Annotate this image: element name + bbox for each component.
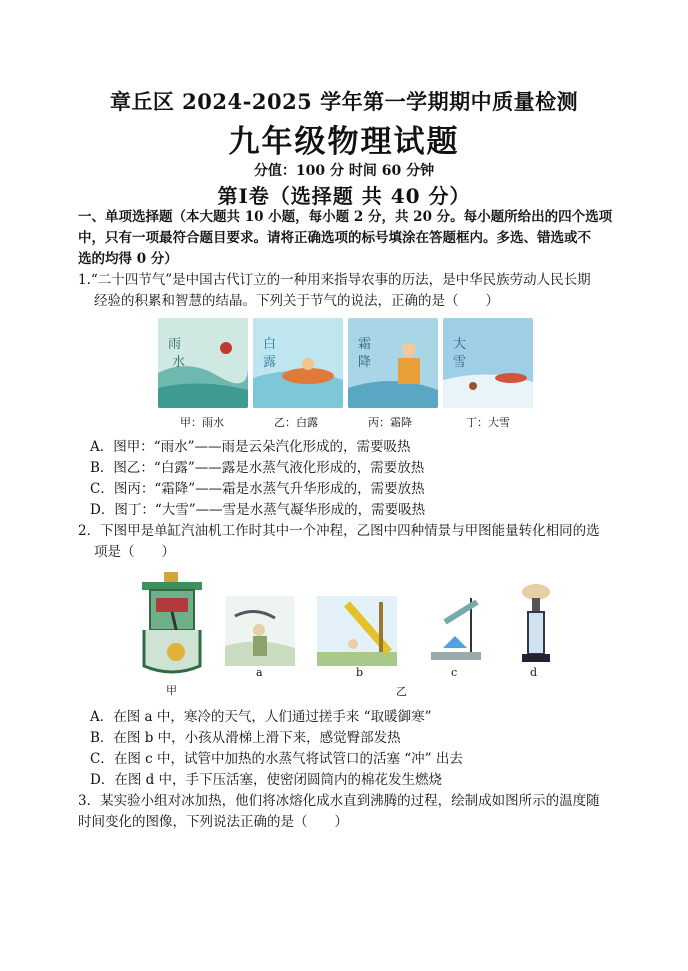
q1-caption: 甲：雨水: [180, 416, 224, 429]
figure-label-b: b: [356, 666, 364, 679]
figure-a-rubbing-hands: [225, 596, 295, 666]
q1-option-b: B．图乙：“白露”——露是水蒸气液化形成的，需要放热: [90, 460, 425, 476]
q2-stem-line2: 项是（ ）: [94, 544, 175, 560]
q1-option-a: A．图甲：“雨水”——雨是云朵汽化形成的，需要吸热: [90, 439, 411, 455]
q1-image-char: 白: [263, 337, 277, 352]
q1-image-char: 大: [453, 337, 467, 352]
q1-image-char: 雪: [453, 355, 467, 370]
q1-caption: 乙：白露: [274, 416, 318, 429]
figure-label-d: d: [530, 666, 538, 679]
q2-option-b: B．在图 b 中，小孩从滑梯上滑下来，感觉臀部发热: [90, 730, 401, 746]
q1-image-char: 降: [358, 355, 372, 370]
q3-stem-line2: 时间变化的图像，下列说法正确的是（ ）: [78, 814, 348, 830]
q1-image-bailu: [253, 318, 343, 408]
section-instructions-line3: 选的均得 0 分）: [78, 251, 178, 267]
q3-stem-line1: 3．某实验小组对冰加热，他们将冰熔化成水直到沸腾的过程，绘制成如图所示的温度随: [78, 793, 600, 809]
q1-caption: 丁：大雪: [466, 416, 510, 429]
section-instructions-line2: 中，只有一项最符合题目要求。请将正确选项的标号填涂在答题框内。多选、错选或不: [78, 230, 591, 246]
q1-image-char: 水: [172, 355, 186, 370]
q1-image-daxue: [443, 318, 533, 408]
q1-stem-line2: 经验的积累和智慧的结晶。下列关于节气的说法，正确的是（ ）: [94, 293, 499, 309]
q1-image-char: 露: [263, 355, 277, 370]
q1-image-shuangjiang: [348, 318, 438, 408]
q1-option-c: C．图丙：“霜降”——霜是水蒸气升华形成的，需要放热: [90, 481, 425, 497]
q2-option-d: D．在图 d 中，手下压活塞，使密闭圆筒内的棉花发生燃烧: [90, 772, 443, 788]
q2-option-c: C．在图 c 中，试管中加热的水蒸气将试管口的活塞 “冲” 出去: [90, 751, 463, 767]
q1-image-char: 霜: [358, 337, 372, 352]
q1-stem-line1: 1.“二十四节气”是中国古代订立的一种用来指导农事的历法，是中华民族劳动人民长期: [78, 272, 591, 288]
q1-caption: 丙：霜降: [368, 416, 412, 429]
figure-label-jia: 甲: [166, 684, 177, 697]
figure-c-test-tube: [425, 592, 485, 666]
q1-option-d: D．图丁：“大雪”——雪是水蒸气凝华形成的，需要吸热: [90, 502, 426, 518]
figure-label-a: a: [256, 666, 263, 679]
q1-image-yushui: [158, 318, 248, 408]
q2-stem-line1: 2．下图甲是单缸汽油机工作时其中一个冲程，乙图中四种情景与甲图能量转化相同的选: [78, 523, 600, 539]
part-heading: 第Ⅰ卷（选择题 共 40 分）: [217, 184, 471, 208]
exam-meta: 分值：100 分 时间 60 分钟: [253, 163, 435, 179]
exam-title: 章丘区 2024-2025 学年第一学期期中质量检测: [109, 89, 579, 114]
q1-image-char: 雨: [168, 337, 182, 352]
figure-label-c: c: [451, 666, 458, 679]
figure-label-yi: 乙: [396, 685, 407, 698]
exam-subtitle: 九年级物理试题: [228, 124, 460, 160]
figure-b-slide: [317, 596, 397, 666]
section-instructions-line1: 一、单项选择题（本大题共 10 小题，每小题 2 分，共 20 分。每小题所给出的四个选项: [78, 209, 613, 225]
figure-d-piston-cylinder: [512, 582, 558, 666]
q2-option-a: A．在图 a 中，寒冷的天气，人们通过搓手来 “取暖御寒”: [90, 709, 432, 725]
engine-diagram: [136, 568, 208, 678]
